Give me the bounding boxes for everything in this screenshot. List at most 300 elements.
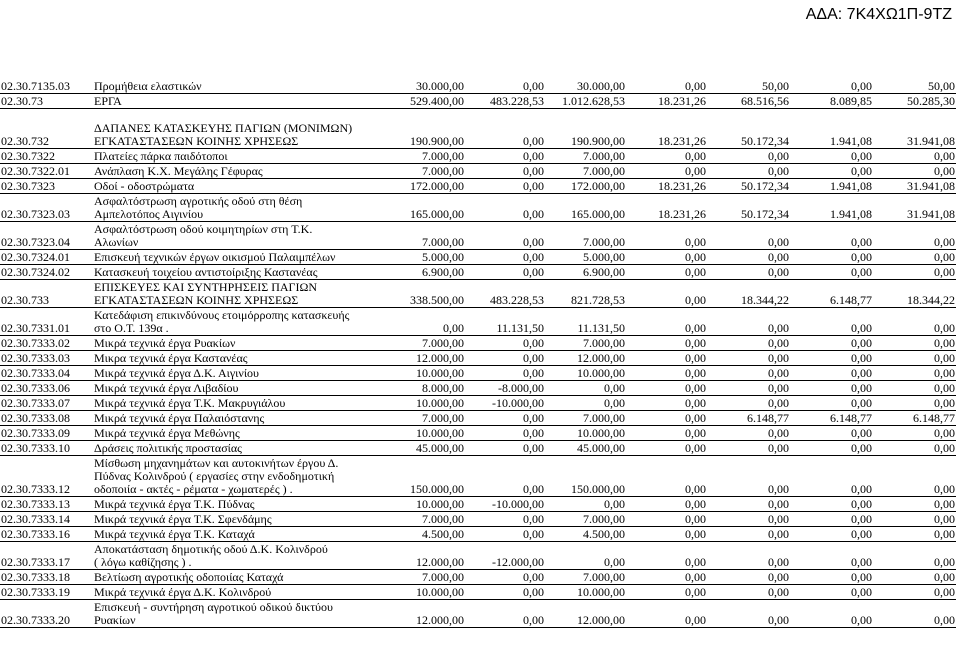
amount-cell-c4: 0,00 (626, 411, 707, 426)
table-row (0, 250, 956, 265)
description-cell (93, 94, 383, 109)
amount-cell-c1: 165.000,00 (383, 194, 465, 222)
amount-cell-c6: 8.089,85 (790, 94, 873, 109)
amount-cell-c1: 4.500,00 (383, 527, 465, 542)
description-line: Αλωνίων (94, 235, 139, 249)
amount-cell-c2: 0,00 (465, 265, 545, 280)
amount-cell-c6: 0,00 (790, 149, 873, 164)
description-line: Πλατείες πάρκα παιδότοποι (94, 149, 228, 163)
account-code-cell: 02.30.7333.08 (0, 411, 93, 426)
table-row (0, 542, 956, 570)
account-code-cell: 02.30.7333.10 (0, 441, 93, 456)
amount-cell-c4: 0,00 (626, 497, 707, 512)
description-cell (93, 308, 383, 336)
account-code-cell: 02.30.733 (0, 280, 93, 308)
description-line: ΔΑΠΑΝΕΣ ΚΑΤΑΣΚΕΥΗΣ ΠΑΓΙΩΝ (ΜΟΝΙΜΩΝ) (94, 121, 353, 135)
amount-cell-c7: 0,00 (873, 441, 956, 456)
description-cell (93, 121, 383, 149)
amount-cell-c4: 18.231,26 (626, 194, 707, 222)
amount-cell-c7: 0,00 (873, 149, 956, 164)
amount-cell-c6: 0,00 (790, 250, 873, 265)
description-line: Μικρά τεχνικά έργα Ρυακίων (94, 336, 236, 350)
account-code-cell: 02.30.7333.16 (0, 527, 93, 542)
description-line: Πύδνας Κολινδρού ( εργασίες στην ενδοδημοτική (94, 469, 335, 483)
description-cell (93, 179, 383, 194)
amount-cell-c5: 0,00 (707, 527, 790, 542)
amount-cell-c6: 0,00 (790, 396, 873, 411)
description-cell (93, 426, 383, 441)
amount-cell-c4: 0,00 (626, 570, 707, 585)
amount-cell-c3: 7.000,00 (545, 570, 626, 585)
table-row (0, 512, 956, 527)
table-row (0, 396, 956, 411)
amount-cell-c5: 0,00 (707, 542, 790, 570)
amount-cell-c5: 50,00 (707, 79, 790, 94)
spacer-cell (0, 109, 956, 122)
amount-cell-c4: 0,00 (626, 164, 707, 179)
amount-cell-c1: 7.000,00 (383, 222, 465, 250)
table-row (0, 308, 956, 336)
amount-cell-c4: 0,00 (626, 600, 707, 628)
amount-cell-c4: 0,00 (626, 456, 707, 497)
description-line: Οδοί - οδοστρώματα (94, 179, 195, 193)
description-cell (93, 381, 383, 396)
amount-cell-c6: 0,00 (790, 366, 873, 381)
amount-cell-c7: 0,00 (873, 396, 956, 411)
amount-cell-c7: 0,00 (873, 308, 956, 336)
amount-cell-c6: 0,00 (790, 381, 873, 396)
amount-cell-c7: 31.941,08 (873, 194, 956, 222)
table-row (0, 381, 956, 396)
amount-cell-c7: 0,00 (873, 527, 956, 542)
amount-cell-c6: 6.148,77 (790, 280, 873, 308)
amount-cell-c1: 7.000,00 (383, 411, 465, 426)
amount-cell-c7: 0,00 (873, 381, 956, 396)
amount-cell-c3: 12.000,00 (545, 351, 626, 366)
amount-cell-c7: 0,00 (873, 351, 956, 366)
amount-cell-c4: 0,00 (626, 381, 707, 396)
account-code-cell: 02.30.7333.13 (0, 497, 93, 512)
spacer-row (0, 109, 956, 122)
account-code-cell: 02.30.732 (0, 121, 93, 149)
amount-cell-c4: 0,00 (626, 222, 707, 250)
amount-cell-c1: 6.900,00 (383, 265, 465, 280)
description-line: Επισκευή τεχνικών έργων οικισμού Παλαιμπέλων (94, 250, 336, 264)
table-row (0, 179, 956, 194)
amount-cell-c6: 0,00 (790, 512, 873, 527)
description-line: Ανάπλαση Κ.Χ. Μεγάλης Γέφυρας (94, 164, 263, 178)
amount-cell-c5: 6.148,77 (707, 411, 790, 426)
amount-cell-c7: 31.941,08 (873, 179, 956, 194)
amount-cell-c6: 1.941,08 (790, 194, 873, 222)
description-line: ΕΠΙΣΚΕΥΕΣ ΚΑΙ ΣΥΝΤΗΡΗΣΕΙΣ ΠΑΓΙΩΝ (94, 280, 318, 294)
amount-cell-c2: 0,00 (465, 441, 545, 456)
amount-cell-c2: 0,00 (465, 456, 545, 497)
amount-cell-c3: 0,00 (545, 497, 626, 512)
amount-cell-c3: 30.000,00 (545, 79, 626, 94)
amount-cell-c6: 0,00 (790, 441, 873, 456)
description-cell (93, 250, 383, 265)
description-line: Κατασκευή τοιχείου αντιστοίριξης Καστανέας (94, 265, 318, 279)
amount-cell-c2: 0,00 (465, 179, 545, 194)
amount-cell-c3: 7.000,00 (545, 164, 626, 179)
amount-cell-c7: 0,00 (873, 542, 956, 570)
account-code-cell: 02.30.7333.07 (0, 396, 93, 411)
amount-cell-c2: -8.000,00 (465, 381, 545, 396)
budget-table-body (0, 79, 956, 628)
amount-cell-c6: 0,00 (790, 585, 873, 600)
amount-cell-c3: 7.000,00 (545, 512, 626, 527)
amount-cell-c4: 18.231,26 (626, 179, 707, 194)
amount-cell-c1: 7.000,00 (383, 164, 465, 179)
amount-cell-c4: 0,00 (626, 308, 707, 336)
amount-cell-c2: 483.228,53 (465, 94, 545, 109)
description-line: ΕΓΚΑΤΑΣΤΑΣΕΩΝ ΚΟΙΝΗΣ ΧΡΗΣΕΩΣ (94, 134, 299, 148)
amount-cell-c5: 0,00 (707, 441, 790, 456)
amount-cell-c1: 10.000,00 (383, 366, 465, 381)
description-cell (93, 570, 383, 585)
amount-cell-c2: 0,00 (465, 585, 545, 600)
table-row (0, 411, 956, 426)
amount-cell-c2: 0,00 (465, 336, 545, 351)
amount-cell-c4: 0,00 (626, 336, 707, 351)
ada-header: ΑΔΑ: 7Κ4ΧΩ1Π-9ΤΖ (805, 6, 952, 23)
amount-cell-c3: 7.000,00 (545, 149, 626, 164)
amount-cell-c5: 0,00 (707, 570, 790, 585)
table-row (0, 222, 956, 250)
amount-cell-c4: 0,00 (626, 585, 707, 600)
account-code-cell: 02.30.7324.01 (0, 250, 93, 265)
description-line: Μικρά τεχνικά έργα Τ.Κ. Πύδνας (94, 497, 255, 511)
amount-cell-c1: 10.000,00 (383, 396, 465, 411)
description-line: οδοποιία - ακτές - ρέματα - χωματερές ) . (94, 482, 293, 496)
amount-cell-c4: 0,00 (626, 542, 707, 570)
table-row (0, 426, 956, 441)
amount-cell-c6: 0,00 (790, 336, 873, 351)
amount-cell-c3: 10.000,00 (545, 426, 626, 441)
amount-cell-c3: 1.012.628,53 (545, 94, 626, 109)
amount-cell-c1: 10.000,00 (383, 585, 465, 600)
amount-cell-c3: 0,00 (545, 396, 626, 411)
amount-cell-c3: 0,00 (545, 542, 626, 570)
account-code-cell: 02.30.7333.20 (0, 600, 93, 628)
amount-cell-c2: 0,00 (465, 79, 545, 94)
description-cell (93, 222, 383, 250)
description-line: Δράσεις πολιτικής προστασίας (94, 441, 242, 455)
amount-cell-c7: 0,00 (873, 497, 956, 512)
account-code-cell: 02.30.7331.01 (0, 308, 93, 336)
amount-cell-c6: 0,00 (790, 308, 873, 336)
table-row (0, 94, 956, 109)
description-cell (93, 512, 383, 527)
account-code-cell: 02.30.7323 (0, 179, 93, 194)
amount-cell-c2: 0,00 (465, 426, 545, 441)
amount-cell-c1: 7.000,00 (383, 336, 465, 351)
description-line: Μικρά τεχνικά έργα Δ.Κ. Κολινδρού (94, 585, 272, 599)
amount-cell-c4: 0,00 (626, 366, 707, 381)
account-code-cell: 02.30.7333.03 (0, 351, 93, 366)
description-line: Βελτίωση αγροτικής οδοποιίας Καταχά (94, 570, 284, 584)
amount-cell-c4: 18.231,26 (626, 121, 707, 149)
table-row (0, 149, 956, 164)
account-code-cell: 02.30.7333.06 (0, 381, 93, 396)
amount-cell-c6: 0,00 (790, 497, 873, 512)
description-cell (93, 411, 383, 426)
amount-cell-c6: 0,00 (790, 542, 873, 570)
amount-cell-c2: 0,00 (465, 366, 545, 381)
amount-cell-c5: 0,00 (707, 351, 790, 366)
description-cell (93, 600, 383, 628)
amount-cell-c4: 0,00 (626, 79, 707, 94)
amount-cell-c2: -12.000,00 (465, 542, 545, 570)
amount-cell-c3: 7.000,00 (545, 336, 626, 351)
description-line: Μικρά τεχνικά έργα Δ.Κ. Αιγινίου (94, 366, 259, 380)
amount-cell-c4: 0,00 (626, 426, 707, 441)
description-cell (93, 336, 383, 351)
amount-cell-c5: 0,00 (707, 308, 790, 336)
account-code-cell: 02.30.7333.19 (0, 585, 93, 600)
amount-cell-c7: 0,00 (873, 265, 956, 280)
amount-cell-c5: 0,00 (707, 512, 790, 527)
account-code-cell: 02.30.7333.02 (0, 336, 93, 351)
amount-cell-c2: 0,00 (465, 121, 545, 149)
amount-cell-c2: 0,00 (465, 512, 545, 527)
amount-cell-c5: 0,00 (707, 456, 790, 497)
description-line: Μικρά τεχνικά έργα Τ.Κ. Καταχά (94, 527, 255, 541)
amount-cell-c1: 30.000,00 (383, 79, 465, 94)
amount-cell-c1: 7.000,00 (383, 149, 465, 164)
amount-cell-c1: 8.000,00 (383, 381, 465, 396)
amount-cell-c7: 0,00 (873, 222, 956, 250)
table-row (0, 527, 956, 542)
amount-cell-c6: 0,00 (790, 265, 873, 280)
amount-cell-c3: 165.000,00 (545, 194, 626, 222)
description-line: ΕΓΚΑΤΑΣΤΑΣΕΩΝ ΚΟΙΝΗΣ ΧΡΗΣΕΩΣ (94, 293, 299, 307)
amount-cell-c5: 50.172,34 (707, 179, 790, 194)
amount-cell-c7: 0,00 (873, 164, 956, 179)
description-line: Αμπελοτόπος Αιγινίου (94, 207, 204, 221)
table-row (0, 79, 956, 94)
amount-cell-c4: 0,00 (626, 441, 707, 456)
account-code-cell: 02.30.7333.04 (0, 366, 93, 381)
table-row (0, 194, 956, 222)
amount-cell-c6: 0,00 (790, 426, 873, 441)
description-line: Επισκευή - συντήρηση αγροτικού οδικού δικτύου (94, 600, 333, 614)
amount-cell-c2: 0,00 (465, 351, 545, 366)
description-cell (93, 366, 383, 381)
description-line: Ασφαλτόστρωση αγροτικής οδού στη θέση (94, 194, 303, 208)
table-row (0, 366, 956, 381)
amount-cell-c5: 0,00 (707, 600, 790, 628)
amount-cell-c3: 150.000,00 (545, 456, 626, 497)
description-line: Μικρά τεχνικά έργα Λιβαδίου (94, 381, 239, 395)
amount-cell-c3: 10.000,00 (545, 366, 626, 381)
amount-cell-c2: 0,00 (465, 164, 545, 179)
description-cell (93, 585, 383, 600)
amount-cell-c1: 45.000,00 (383, 441, 465, 456)
amount-cell-c2: 0,00 (465, 527, 545, 542)
amount-cell-c1: 10.000,00 (383, 497, 465, 512)
amount-cell-c1: 529.400,00 (383, 94, 465, 109)
amount-cell-c1: 12.000,00 (383, 600, 465, 628)
account-code-cell: 02.30.7333.14 (0, 512, 93, 527)
account-code-cell: 02.30.7323.03 (0, 194, 93, 222)
amount-cell-c1: 10.000,00 (383, 426, 465, 441)
amount-cell-c4: 0,00 (626, 280, 707, 308)
table-row (0, 336, 956, 351)
amount-cell-c6: 0,00 (790, 164, 873, 179)
amount-cell-c1: 0,00 (383, 308, 465, 336)
amount-cell-c6: 0,00 (790, 351, 873, 366)
amount-cell-c5: 0,00 (707, 222, 790, 250)
account-code-cell: 02.30.7135.03 (0, 79, 93, 94)
amount-cell-c3: 7.000,00 (545, 411, 626, 426)
amount-cell-c4: 0,00 (626, 351, 707, 366)
amount-cell-c2: 11.131,50 (465, 308, 545, 336)
amount-cell-c4: 0,00 (626, 149, 707, 164)
amount-cell-c4: 0,00 (626, 396, 707, 411)
amount-cell-c3: 4.500,00 (545, 527, 626, 542)
description-cell (93, 265, 383, 280)
table-row (0, 600, 956, 628)
amount-cell-c4: 0,00 (626, 250, 707, 265)
description-line: Μικρα τεχνικά έργα Καστανέας (94, 351, 248, 365)
description-line: Μικρά τεχνικά έργα Τ.Κ. Σφενδάμης (94, 512, 272, 526)
amount-cell-c1: 7.000,00 (383, 570, 465, 585)
table-row (0, 121, 956, 149)
amount-cell-c1: 172.000,00 (383, 179, 465, 194)
amount-cell-c7: 0,00 (873, 250, 956, 265)
table-row (0, 441, 956, 456)
amount-cell-c6: 0,00 (790, 222, 873, 250)
description-cell (93, 396, 383, 411)
amount-cell-c3: 45.000,00 (545, 441, 626, 456)
amount-cell-c1: 338.500,00 (383, 280, 465, 308)
amount-cell-c3: 172.000,00 (545, 179, 626, 194)
amount-cell-c6: 1.941,08 (790, 121, 873, 149)
table-row (0, 164, 956, 179)
amount-cell-c5: 18.344,22 (707, 280, 790, 308)
description-line: Προμήθεια ελαστικών (94, 79, 202, 93)
description-line: Αποκατάσταση δημοτικής οδού Δ.Κ. Κολινδρού (94, 542, 328, 556)
amount-cell-c3: 12.000,00 (545, 600, 626, 628)
amount-cell-c5: 0,00 (707, 336, 790, 351)
description-line: Ρυακίων (94, 613, 136, 627)
amount-cell-c6: 0,00 (790, 456, 873, 497)
amount-cell-c1: 190.900,00 (383, 121, 465, 149)
description-line: Ασφαλτόστρωση οδού κοιμητηρίων στη Τ.Κ. (94, 222, 313, 236)
amount-cell-c3: 7.000,00 (545, 222, 626, 250)
amount-cell-c2: -10.000,00 (465, 396, 545, 411)
amount-cell-c7: 0,00 (873, 512, 956, 527)
amount-cell-c5: 68.516,56 (707, 94, 790, 109)
description-cell (93, 79, 383, 94)
account-code-cell: 02.30.7333.18 (0, 570, 93, 585)
amount-cell-c6: 0,00 (790, 570, 873, 585)
amount-cell-c4: 0,00 (626, 265, 707, 280)
amount-cell-c2: -10.000,00 (465, 497, 545, 512)
amount-cell-c1: 12.000,00 (383, 351, 465, 366)
amount-cell-c5: 0,00 (707, 250, 790, 265)
amount-cell-c6: 1.941,08 (790, 179, 873, 194)
account-code-cell: 02.30.7333.17 (0, 542, 93, 570)
account-code-cell: 02.30.7323.04 (0, 222, 93, 250)
description-line: Μικρά τεχνικά έργα Μεθώνης (94, 426, 240, 440)
table-row (0, 265, 956, 280)
amount-cell-c5: 0,00 (707, 396, 790, 411)
description-line: στο Ο.Τ. 139α . (94, 321, 169, 335)
amount-cell-c2: 0,00 (465, 570, 545, 585)
amount-cell-c7: 0,00 (873, 336, 956, 351)
description-cell (93, 441, 383, 456)
amount-cell-c5: 50.172,34 (707, 194, 790, 222)
amount-cell-c3: 821.728,53 (545, 280, 626, 308)
amount-cell-c5: 0,00 (707, 164, 790, 179)
amount-cell-c4: 0,00 (626, 512, 707, 527)
amount-cell-c6: 6.148,77 (790, 411, 873, 426)
amount-cell-c7: 0,00 (873, 600, 956, 628)
amount-cell-c7: 18.344,22 (873, 280, 956, 308)
account-code-cell: 02.30.7324.02 (0, 265, 93, 280)
amount-cell-c3: 10.000,00 (545, 585, 626, 600)
amount-cell-c7: 6.148,77 (873, 411, 956, 426)
amount-cell-c3: 190.900,00 (545, 121, 626, 149)
amount-cell-c5: 50.172,34 (707, 121, 790, 149)
table-row (0, 570, 956, 585)
amount-cell-c5: 0,00 (707, 265, 790, 280)
account-code-cell: 02.30.7333.09 (0, 426, 93, 441)
amount-cell-c5: 0,00 (707, 497, 790, 512)
amount-cell-c2: 0,00 (465, 250, 545, 265)
account-code-cell: 02.30.7322.01 (0, 164, 93, 179)
amount-cell-c7: 0,00 (873, 585, 956, 600)
description-line: ( λόγω καθίζησης ) . (94, 555, 192, 569)
description-cell (93, 280, 383, 308)
amount-cell-c2: 0,00 (465, 222, 545, 250)
amount-cell-c7: 0,00 (873, 570, 956, 585)
amount-cell-c6: 0,00 (790, 527, 873, 542)
description-cell (93, 351, 383, 366)
amount-cell-c2: 0,00 (465, 149, 545, 164)
amount-cell-c6: 0,00 (790, 600, 873, 628)
account-code-cell: 02.30.7322 (0, 149, 93, 164)
description-line: Μικρά τεχνικά έργα Παλαιόστανης (94, 411, 265, 425)
description-cell (93, 542, 383, 570)
amount-cell-c1: 5.000,00 (383, 250, 465, 265)
amount-cell-c7: 50.285,30 (873, 94, 956, 109)
description-line: Μίσθωση μηχανημάτων και αυτοκινήτων έργου Δ. (94, 456, 339, 470)
description-line: Κατεδάφιση επικινδύνους ετοιμόρροπης κατασκευής (94, 308, 350, 322)
amount-cell-c5: 0,00 (707, 585, 790, 600)
amount-cell-c2: 0,00 (465, 194, 545, 222)
table-row (0, 351, 956, 366)
amount-cell-c3: 0,00 (545, 381, 626, 396)
account-code-cell: 02.30.7333.12 (0, 456, 93, 497)
description-cell (93, 164, 383, 179)
amount-cell-c6: 0,00 (790, 79, 873, 94)
budget-table (0, 79, 956, 628)
account-code-cell: 02.30.73 (0, 94, 93, 109)
table-row (0, 456, 956, 497)
description-cell (93, 456, 383, 497)
amount-cell-c5: 0,00 (707, 381, 790, 396)
table-row (0, 497, 956, 512)
description-cell (93, 527, 383, 542)
table-row (0, 585, 956, 600)
amount-cell-c5: 0,00 (707, 366, 790, 381)
table-row (0, 280, 956, 308)
amount-cell-c4: 0,00 (626, 527, 707, 542)
